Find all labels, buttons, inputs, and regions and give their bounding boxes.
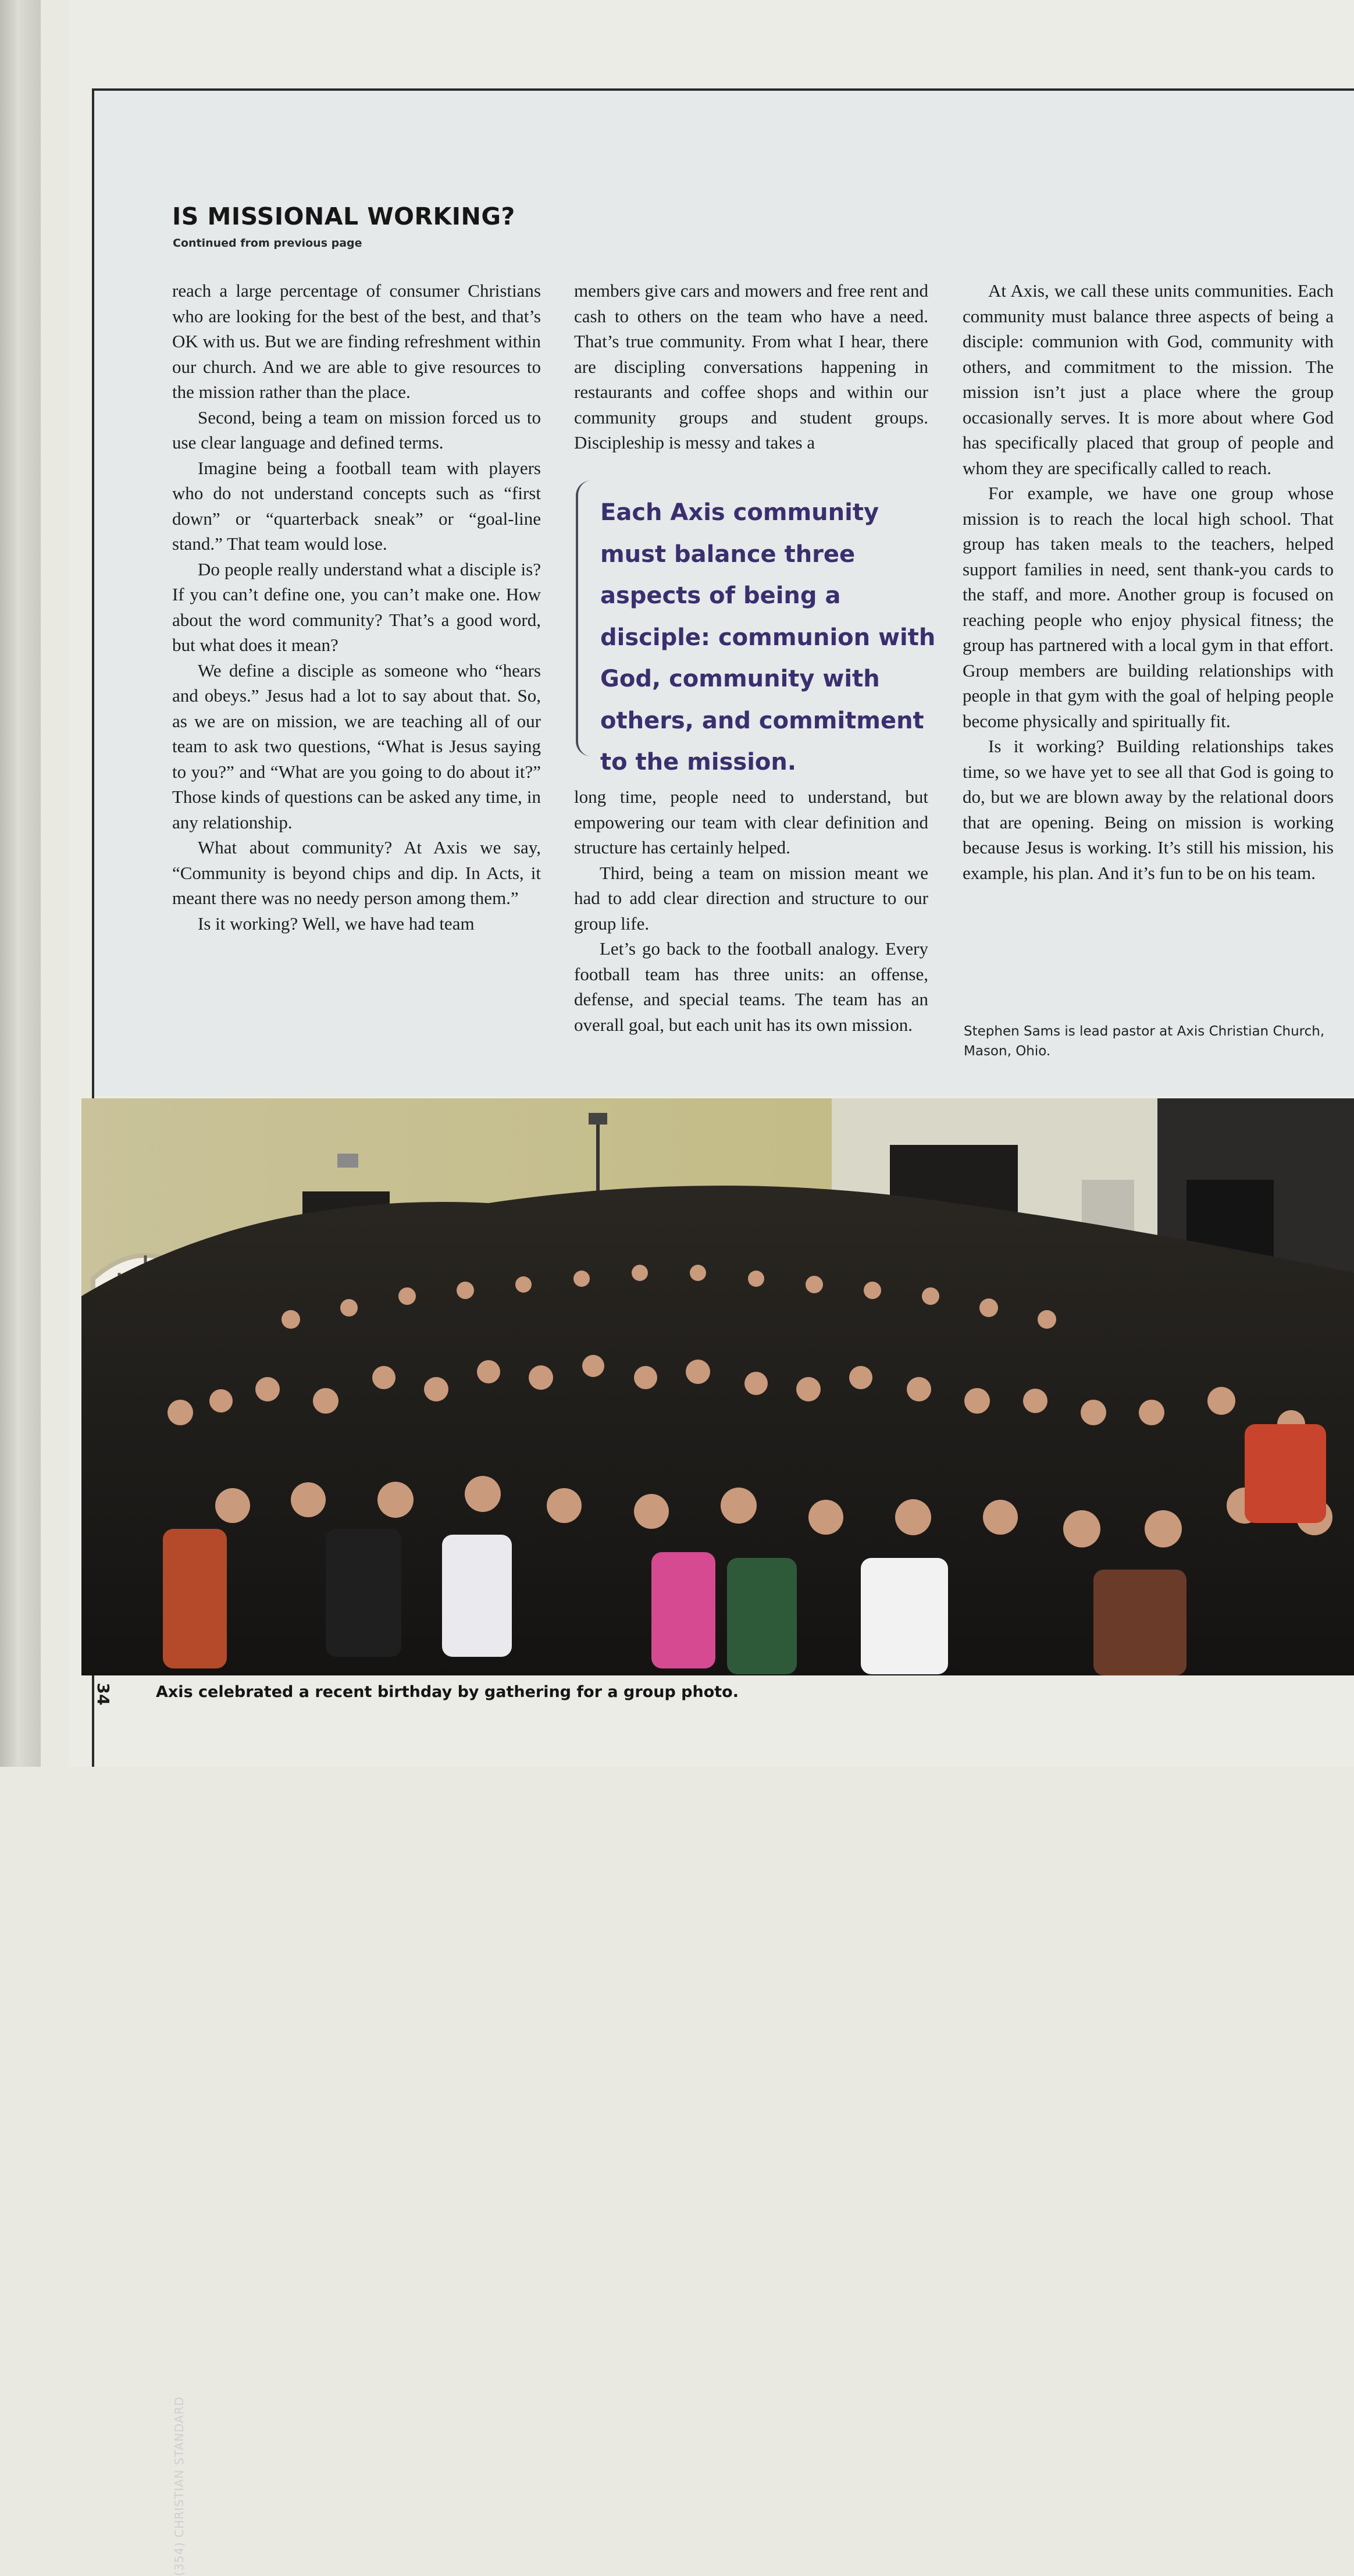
paragraph: What about community? At Axis we say, “Community is beyond chips and dip. In Acts, it meant there was no needy person among them.” [172, 837, 541, 908]
paragraph: reach a large percentage of consumer Christians who are looking for the best of the best, and that’s OK with us. But we are finding refreshment within our church. And we are able to give resources to the mission rather than the place. [172, 280, 541, 402]
paragraph: Third, being a team on mission meant we had to add clear direction and structure to our group life. [574, 862, 928, 934]
photo-caption: Axis celebrated a recent birthday by gathering for a group photo. [156, 1683, 739, 1701]
photo-credit: (354) CHRISTIAN STANDARD [172, 2396, 186, 2576]
paragraph: For example, we have one group whose mission is to reach the local high school. That group has taken meals to the teachers, helped support families in need, sent thank-you cards to the staff, and more. Another group is focused on reaching people who enjoy physical fitness; the group has partnered with a local gym in that effort. Group members are building relationships with people in that gym with the goal of helping people become physically and spiritually fit. [963, 483, 1334, 731]
paragraph: Is it working? Building relationships takes time, so we have yet to see all that God is going to do, but we are blown away by the relational doors that are opening. Being on mission is working because Jesus is working. It’s still his mission, his example, his plan. And it’s fun to be on his team. [963, 736, 1334, 883]
author-bio: Stephen Sams is lead pastor at Axis Christian Church, Mason, Ohio. [964, 1024, 1325, 1059]
paragraph: We define a disciple as someone who “hears and obeys.” Jesus had a lot to say about that. So, as we are on mission, we are teaching all of our team to ask two questions, “What is Jesus saying to you?” and “What are you going to do about it?” Those kinds of questions can be asked any time, in any relationship. [172, 660, 541, 832]
group-photo-illustration [81, 1098, 1354, 1675]
page-number: 34 [94, 1682, 113, 1706]
column-2-bottom [574, 784, 928, 1037]
column-2-top [574, 278, 928, 456]
column-3 [963, 278, 1334, 885]
continued-note: Continued from previous page [173, 237, 362, 250]
paragraph: long time, people need to understand, but empowering our team with clear definition and structure has certainly helped. [574, 787, 928, 858]
paragraph: members give cars and mowers and free rent and cash to others on the team who have a need. That’s true community. From what I hear, there are discipling conversations happening in restaurants and coffee shops and within our community groups and student groups. Discipleship is messy and takes a [574, 280, 928, 453]
paragraph: At Axis, we call these units communities. Each community must balance three aspects of being a disciple: communion with God, community with others, and commitment to the mission. The mission isn’t just a place where the group occasionally serves. It is more about where God has specifically placed that group of people and whom they are specifically called to reach. [963, 280, 1334, 478]
paragraph: Imagine being a football team with players who do not understand concepts such as “first down” or “quarterback sneak” or “goal-line stand.” That team would lose. [172, 457, 541, 554]
paragraph: Second, being a team on mission forced us to use clear language and defined terms. [172, 407, 541, 453]
column-1 [172, 278, 541, 936]
paragraph: Let’s go back to the football analogy. Every football team has three units: an offense, defense, and special teams. The team has an overall goal, but each unit has its own mission. [574, 938, 928, 1035]
article-title: IS MISSIONAL WORKING? [172, 202, 515, 230]
paragraph: Is it working? Well, we have had team [198, 913, 475, 934]
paragraph: Do people really understand what a disciple is? If you can’t define one, you can’t make one. How about the word community? That’s a good word, but what does it mean? [172, 558, 541, 655]
pull-quote: Each Axis community must balance three aspects of being a disciple: communion with God, community with others, and commitment to the mission. [600, 499, 936, 775]
book-binding [0, 0, 41, 1767]
